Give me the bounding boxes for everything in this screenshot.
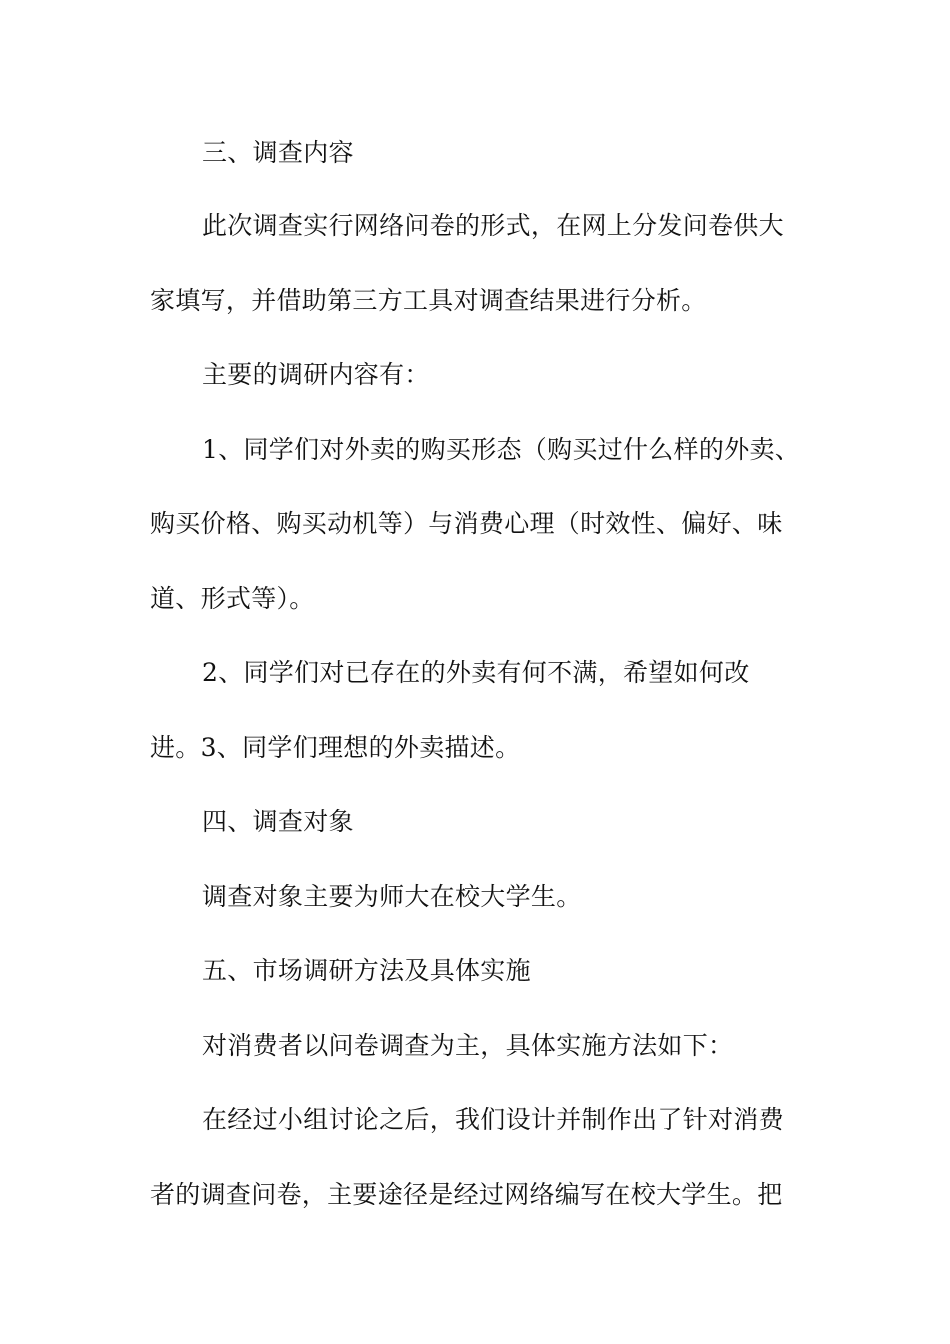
- section-heading-survey-content: 三、调查内容: [202, 138, 354, 167]
- paragraph-line: 家填写，并借助第三方工具对调查结果进行分析。: [150, 286, 707, 315]
- paragraph-line: 此次调查实行网络问卷的形式，在网上分发问卷供大: [202, 211, 784, 240]
- paragraph-line: 者的调查问卷，主要途径是经过网络编写在校大学生。把: [150, 1180, 783, 1209]
- list-item-line: 1、同学们对外卖的购买形态（购买过什么样的外卖、: [202, 435, 801, 464]
- paragraph-line: 调查对象主要为师大在校大学生。: [202, 882, 582, 911]
- list-item-line: 进。3、同学们理想的外卖描述。: [150, 733, 521, 762]
- list-item-line: 2、同学们对已存在的外卖有何不满，希望如何改: [202, 658, 750, 687]
- paragraph-line: 在经过小组讨论之后，我们设计并制作出了针对消费: [202, 1105, 784, 1134]
- list-item-line: 道、形式等）。: [150, 584, 315, 613]
- paragraph-line: 主要的调研内容有：: [202, 360, 430, 389]
- paragraph-line: 对消费者以问卷调查为主，具体实施方法如下：: [202, 1031, 734, 1060]
- section-heading-survey-subjects: 四、调查对象: [202, 807, 354, 836]
- list-item-line: 购买价格、购买动机等）与消费心理（时效性、偏好、味: [150, 509, 783, 538]
- section-heading-research-methods: 五、市场调研方法及具体实施: [202, 956, 531, 985]
